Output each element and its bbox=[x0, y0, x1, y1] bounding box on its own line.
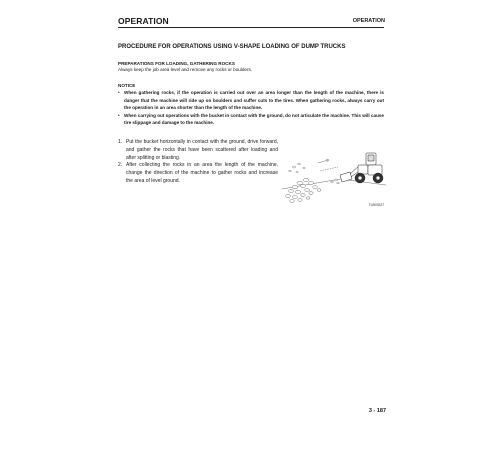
notice-title: NOTICE bbox=[118, 83, 136, 88]
step-text: After collecting the rocks in an area the length of the machine, change the direction of the machine to gather rocks and increase the area of level ground. bbox=[126, 162, 278, 184]
header-rule bbox=[118, 27, 384, 28]
wheel-loader-gathering-rocks-illustration bbox=[280, 139, 388, 209]
notice-item-text: When gathering rocks, if the operation is carried out over an area longer than the length of the machine, there is danger that the machine will ride up on boulders and suffer cuts to the tires. When gathering rocks, always carry out the operation in an area shorter than the length of the machine. bbox=[124, 90, 384, 111]
figure-wheel-loader bbox=[280, 139, 388, 209]
intro-text: Always keep the job area level and remove any rocks or boulders. bbox=[118, 67, 253, 72]
steps-section bbox=[118, 139, 384, 229]
header-title-right: OPERATION bbox=[352, 18, 385, 24]
step-text: Put the bucket horizontally in contact with the ground, drive forward, and gather the rocks that have been scattered after loading and after splitting or blasting. bbox=[126, 138, 278, 161]
section-title: PROCEDURE FOR OPERATIONS USING V-SHAPE LOADING OF DUMP TRUCKS bbox=[118, 44, 346, 50]
step-item bbox=[118, 162, 278, 185]
step-item bbox=[118, 139, 278, 162]
page-content bbox=[118, 44, 384, 229]
subsection-title: PREPARATIONS FOR LOADING, GATHERING ROCKS bbox=[118, 61, 235, 66]
notice-item bbox=[118, 89, 384, 112]
step-number: 1. bbox=[118, 138, 123, 145]
header-title-left: OPERATION bbox=[118, 16, 169, 26]
notice-item-text: When carrying out operations with the bucket in contact with the ground, do not articulate the machine. This will cause tire slippage and damage to the machine. bbox=[124, 112, 384, 126]
page-number: 3 - 187 bbox=[368, 408, 386, 414]
notice-list bbox=[118, 89, 384, 127]
bullet-icon: • bbox=[118, 90, 120, 95]
notice-item bbox=[118, 112, 384, 127]
step-list bbox=[118, 139, 278, 186]
bullet-icon: • bbox=[118, 112, 120, 118]
step-number: 2. bbox=[118, 162, 123, 169]
figure-code: TLW00327 bbox=[368, 202, 384, 207]
